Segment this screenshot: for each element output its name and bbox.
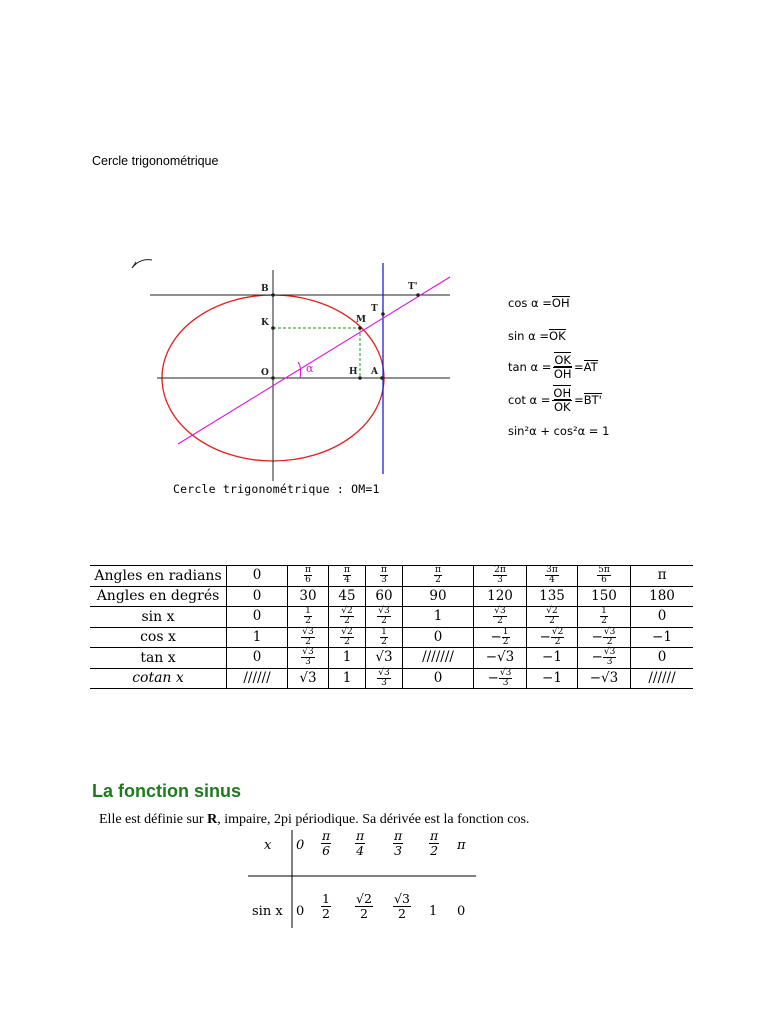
ray-OM [178,277,450,444]
table-cell: 0 [631,648,694,669]
arrow-mark-icon [132,260,152,268]
table-cell: 90 [403,586,474,607]
table-cell: ////// [631,668,694,689]
x-label: x [264,838,272,853]
row-label: sin x [90,607,227,628]
row-label: cotan x [90,668,227,689]
table-cell: −1 [527,668,578,689]
formula-cos-lhs: cos α = [508,296,552,310]
section-text-bold: R [207,812,218,827]
x-value: π [457,838,466,853]
table-cell: π [631,566,694,587]
table-cell: $\frac{3\pi}{4}$ [527,566,578,587]
point-T [381,312,385,316]
sinx-label: sin x [252,904,283,919]
x-value: 0 [296,838,305,853]
point-K [271,326,275,330]
table-cell: $\frac{\pi}{2}$ [403,566,474,587]
label-alpha: α [306,362,314,375]
table-cell: $\frac{√3}{2}$ [474,607,527,628]
table-cell: 30 [288,586,329,607]
table-cell: 1 [329,648,366,669]
table-cell: /////// [403,648,474,669]
table-row [90,607,693,628]
section-title: La fonction sinus [92,781,242,801]
formula-tan [508,354,598,380]
table-cell: −1 [527,648,578,669]
table-cell: 1 [403,607,474,628]
table-cell: 0 [227,586,288,607]
sin-value: 0 [296,904,305,919]
table-cell: $\frac{√3}{2}$ [288,627,329,648]
table-cell: √3 [366,648,403,669]
table-cell: 60 [366,586,403,607]
table-row [90,668,693,689]
sin-value: $\frac{√2}{2}$ [356,891,372,921]
formula-cot [508,387,602,413]
formula-sin-lhs: sin α = [508,329,550,343]
diagram-caption: Cercle trigonométrique : OM=1 [173,482,380,496]
formula-cot-eq: = [574,393,584,408]
formula-tan-eq: = [573,360,584,375]
table-cell: 150 [578,586,631,607]
table-cell: $\frac{5\pi}{6}$ [578,566,631,587]
table-cell: $\frac{√3}{2}$ [366,607,403,628]
table-cell: −1 [631,627,694,648]
table-cell: $\frac{√2}{2}$ [527,607,578,628]
table-cell: 45 [329,586,366,607]
table-cell: 0 [631,607,694,628]
sin-value: 0 [457,904,466,919]
section-text-end: , impaire, 2pi périodique. Sa dérivée est la fonction cos. [217,812,530,827]
row-label: tan x [90,648,227,669]
formula-pythagorean: sin²α + cos²α = 1 [508,424,610,438]
table-cell: − $\frac{1}{2}$ [474,627,527,648]
point-O [271,376,275,380]
table-row [90,627,693,648]
table-cell: 0 [227,648,288,669]
formula-sin [508,329,566,343]
table-cell: −√3 [474,648,527,669]
formula-cot-den: OK [553,399,571,414]
formula-cot-rhs: BT' [583,393,602,408]
formula-tan-fraction [553,354,572,380]
trig-values-table [90,565,693,689]
row-label: cos x [90,627,227,648]
x-value: $\frac{\pi}{6}$ [322,828,331,858]
row-label: Angles en degrés [90,586,227,607]
table-cell: 120 [474,586,527,607]
table-cell: 1 [329,668,366,689]
table-cell: √3 [288,668,329,689]
table-row [90,648,693,669]
formula-cot-lhs: cot α = [508,393,551,408]
label-H: H [349,367,358,377]
table-cell: $\frac{√2}{2}$ [329,607,366,628]
table-row [90,566,693,587]
point-T-prime [416,293,420,297]
table-cell: − $\frac{√3}{3}$ [578,648,631,669]
table-cell: 135 [527,586,578,607]
table-cell: $\frac{2\pi}{3}$ [474,566,527,587]
point-B [271,293,275,297]
x-value: $\frac{\pi}{2}$ [430,828,439,858]
label-K: K [261,318,269,328]
x-value: $\frac{\pi}{3}$ [394,828,403,858]
table-cell: 0 [227,566,288,587]
table-cell: − $\frac{√3}{3}$ [474,668,527,689]
page-heading: Cercle trigonométrique [92,154,219,168]
table-cell: ////// [227,668,288,689]
formula-cos [508,296,570,310]
formula-cos-rhs: OH [551,296,570,311]
table-cell: $\frac{\pi}{4}$ [329,566,366,587]
table-cell: 0 [403,668,474,689]
label-T-prime: T' [408,282,418,292]
sin-value: 1 [429,904,438,919]
trig-circle-diagram [120,248,490,503]
sinus-values-table [248,830,478,930]
table-cell: $\frac{\pi}{6}$ [288,566,329,587]
formula-cot-num: OH [553,386,572,400]
table-cell: $\frac{\pi}{3}$ [366,566,403,587]
formula-tan-rhs: AT [583,360,598,375]
table-cell: −√3 [578,668,631,689]
row-label: Angles en radians [90,566,227,587]
formula-sin-rhs: OK [549,329,566,344]
table-row [90,586,693,607]
table-cell: 0 [403,627,474,648]
point-M [358,326,362,330]
label-O: O [261,368,269,378]
label-B: B [261,284,269,294]
table-cell: $\frac{√3}{3}$ [288,648,329,669]
label-M: M [356,315,366,325]
section-text [99,812,529,828]
label-T: T [371,304,378,314]
table-cell: 180 [631,586,694,607]
table-cell: − $\frac{√3}{2}$ [578,627,631,648]
formula-cot-fraction [552,387,572,413]
table-cell: − $\frac{√2}{2}$ [527,627,578,648]
table-cell: 1 [227,627,288,648]
section-text-start: Elle est définie sur [99,812,208,827]
table-cell: $\frac{1}{2}$ [366,627,403,648]
formula-tan-num: OK [554,353,571,367]
table-cell: $\frac{1}{2}$ [288,607,329,628]
sin-value: $\frac{√3}{2}$ [394,891,410,921]
table-cell: $\frac{√3}{3}$ [366,668,403,689]
table-cell: 0 [227,607,288,628]
formula-tan-den: OH [553,366,572,381]
table-cell: $\frac{√2}{2}$ [329,627,366,648]
table-cell: $\frac{1}{2}$ [578,607,631,628]
x-value: $\frac{\pi}{4}$ [356,828,365,858]
point-A [380,376,384,380]
formula-tan-lhs: tan α = [508,360,552,375]
label-A: A [371,367,378,377]
point-H [358,376,362,380]
sin-value: $\frac{1}{2}$ [322,891,330,921]
